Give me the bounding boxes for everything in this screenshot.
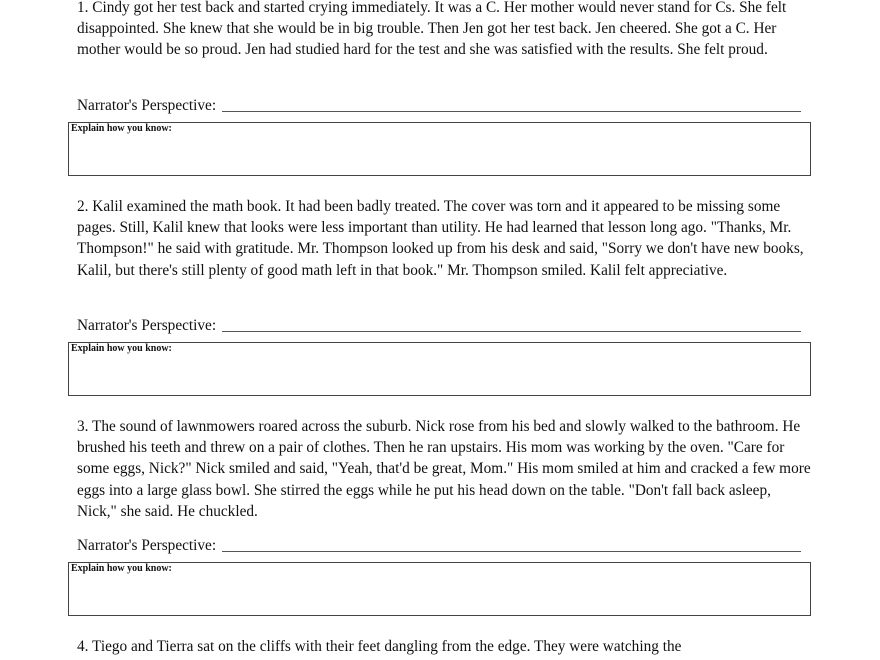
passage-3: 3. The sound of lawnmowers roared across the suburb. Nick rose from his bed and slowly walked to the bathroom. He brushed his teeth and threw on a pair of clothes. Then he ran upstairs. His mom was working by the oven. "Care for some eggs, Nick?" Nick smiled and said, "Yeah, that'd be great, Mom." His mom smiled at him and cracked a few more eggs into a large glass bowl. She stirred the eggs while he put his head down on the table. "Don't fall back asleep, Nick," she said. He chuckled.	[77, 418, 811, 520]
answer-line-2[interactable]	[222, 317, 801, 332]
explain-label: Explain how you know:	[71, 123, 172, 134]
explain-label: Explain how you know:	[71, 343, 172, 354]
narrator-perspective-row-3	[77, 535, 801, 555]
explain-box-3[interactable]	[68, 562, 811, 616]
answer-line-1[interactable]	[222, 97, 801, 112]
explain-label: Explain how you know:	[71, 563, 172, 574]
narrator-perspective-label: Narrator's Perspective:	[77, 537, 217, 554]
passage-2: 2. Kalil examined the math book. It had been badly treated. The cover was torn and it appeared to be missing some pages. Still, Kalil knew that looks were less important than utility. He had learned that lesson long ago. "Thanks, Mr. Thompson!" he said with gratitude. Mr. Thompson looked up from his desk and said, "Sorry we don't have new books, Kalil, but there's still plenty of good math left in that book." Mr. Thompson smiled. Kalil felt appreciative.	[77, 198, 804, 279]
explain-box-2[interactable]	[68, 342, 811, 396]
narrator-perspective-label: Narrator's Perspective:	[77, 317, 217, 334]
passage-4: 4. Tiego and Tierra sat on the cliffs with their feet dangling from the edge. They were watching the	[77, 638, 682, 655]
explain-box-1[interactable]	[68, 122, 811, 176]
answer-line-3[interactable]	[222, 537, 801, 552]
narrator-perspective-label: Narrator's Perspective:	[77, 97, 217, 114]
passage-1: 1. Cindy got her test back and started crying immediately. It was a C. Her mother would never stand for Cs. She felt disappointed. She knew that she would be in big trouble. Then Jen got her test back. Jen cheered. She got a C. Her mother would be so proud. Jen had studied hard for the test and she was satisfied with the results. She felt proud.	[77, 0, 787, 59]
narrator-perspective-row-1	[77, 95, 801, 115]
narrator-perspective-row-2	[77, 315, 801, 335]
